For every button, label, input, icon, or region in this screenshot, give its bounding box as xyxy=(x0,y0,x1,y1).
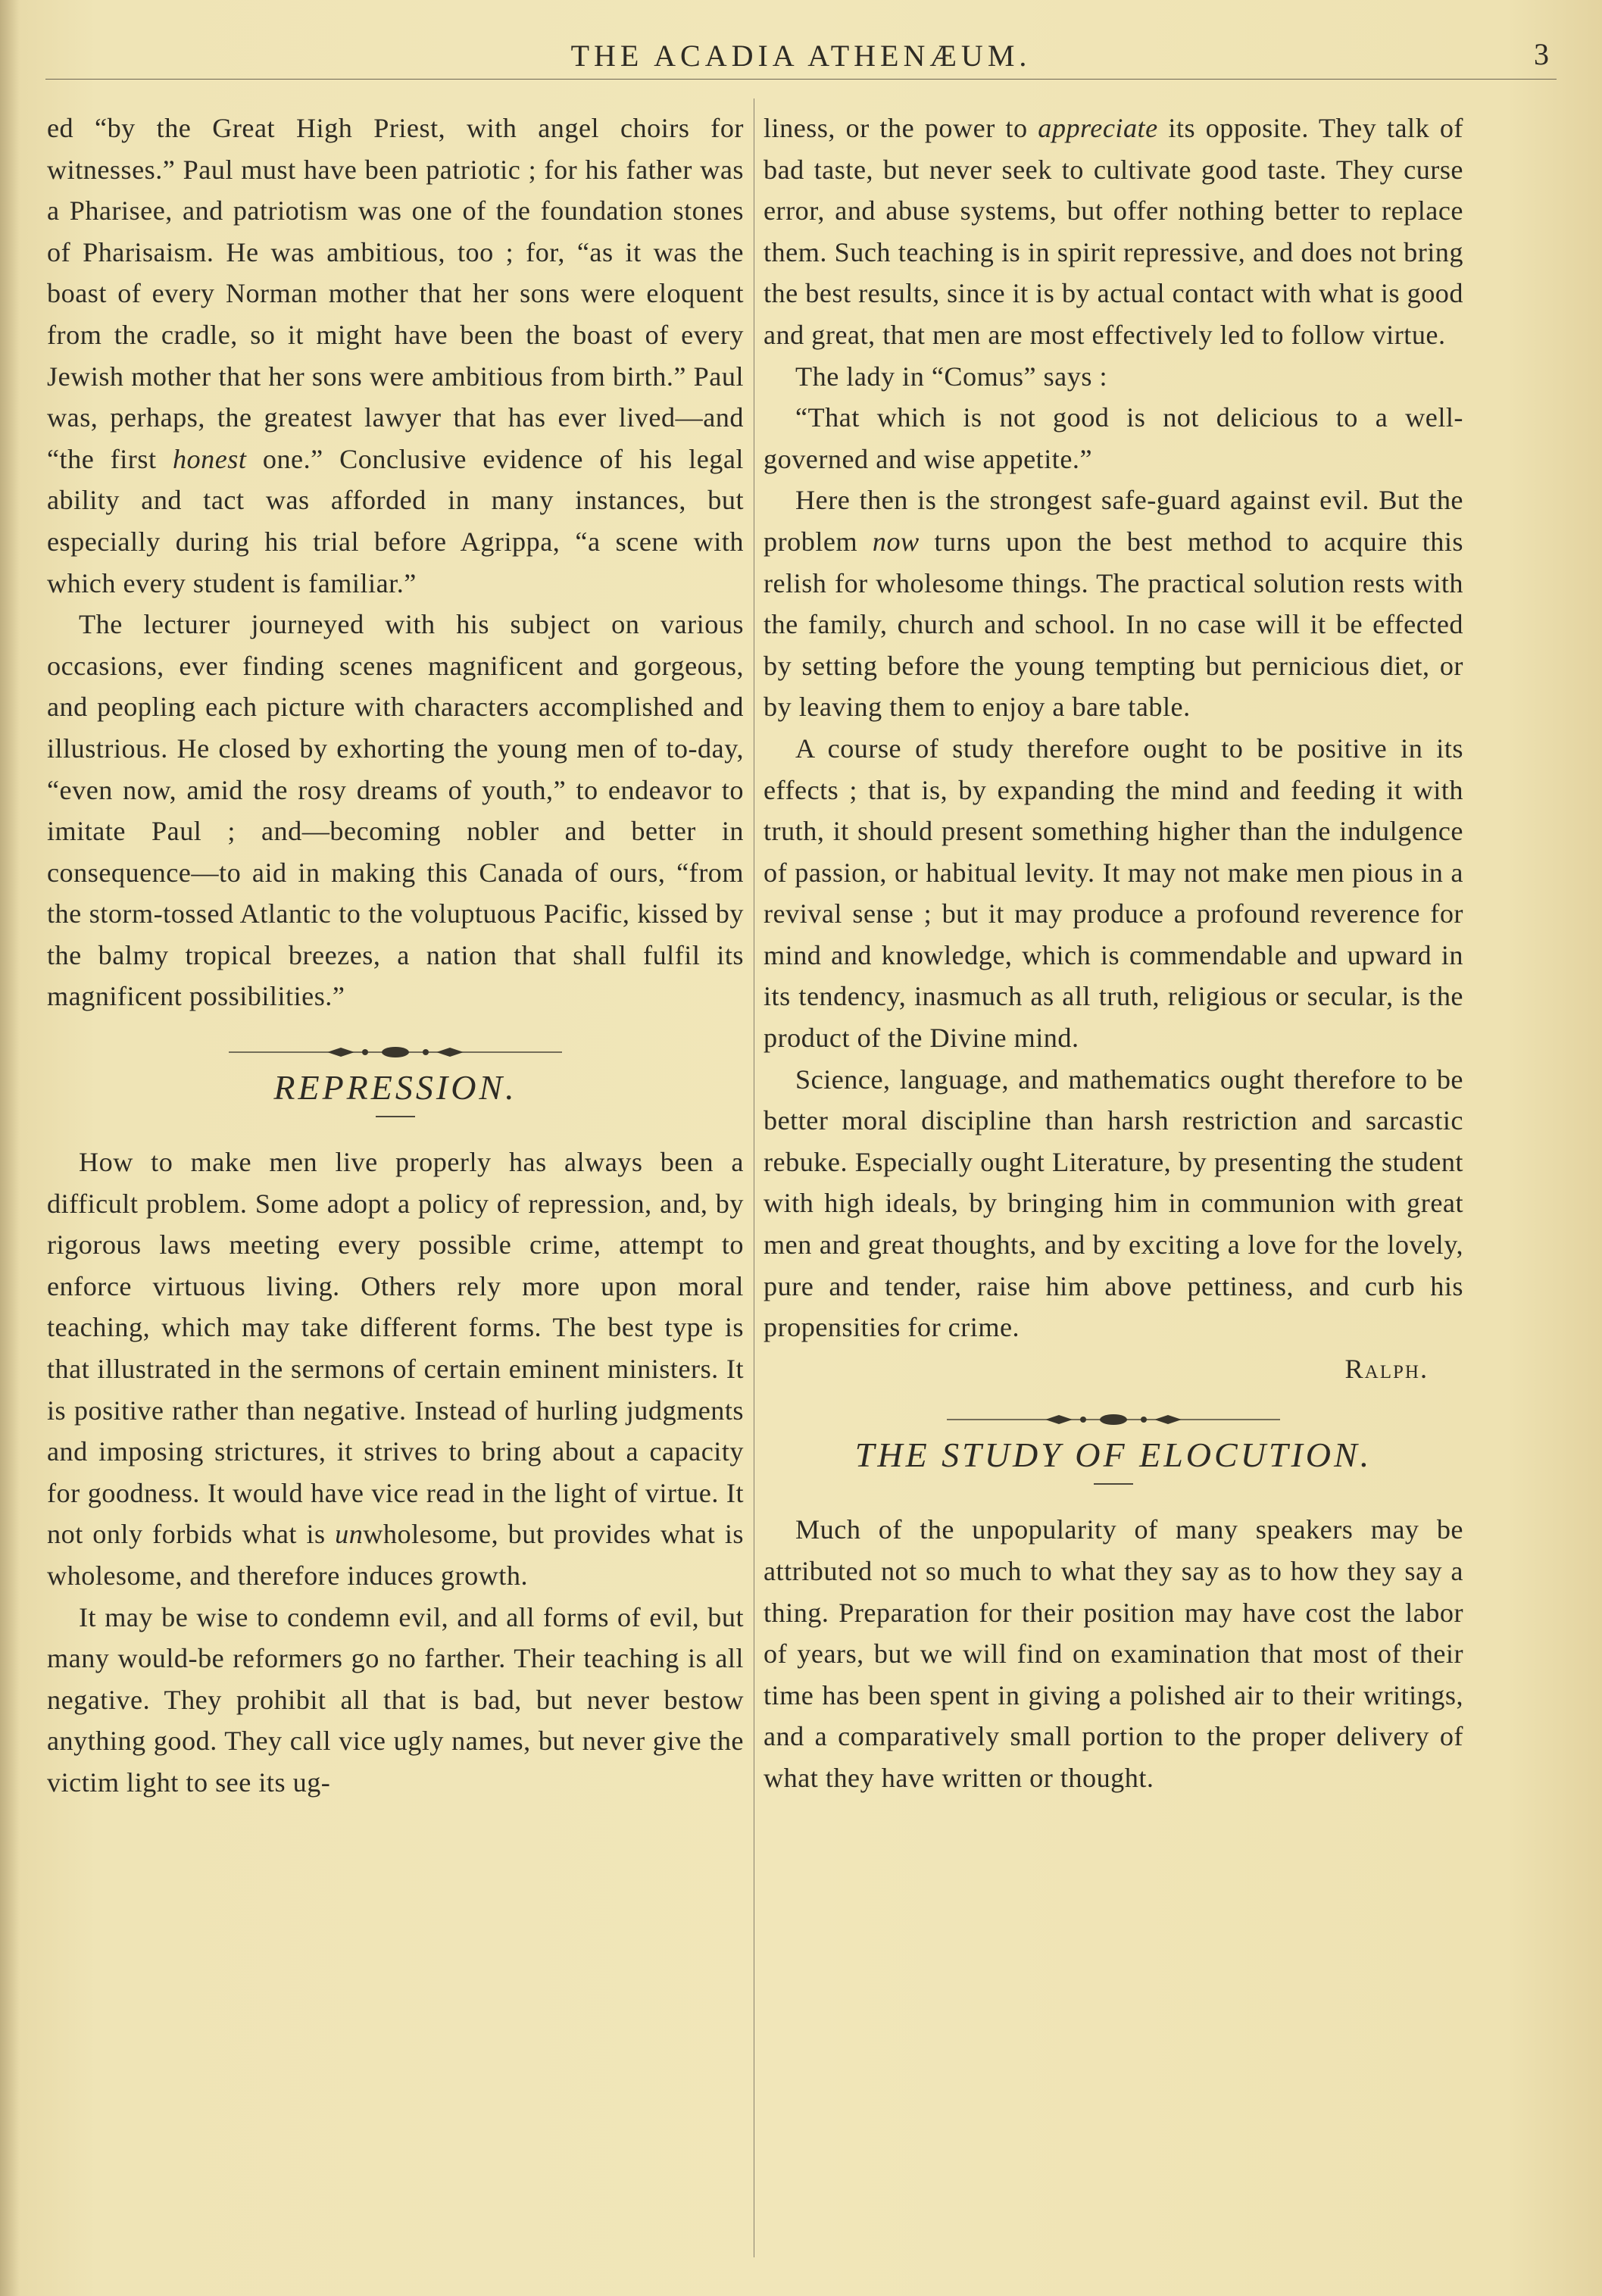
italic-text: un xyxy=(335,1519,364,1550)
paragraph xyxy=(764,108,1463,356)
paragraph xyxy=(47,108,744,604)
italic-text: now xyxy=(872,526,920,557)
section-heading: THE STUDY OF ELOCUTION. xyxy=(854,1435,1372,1475)
italic-text: appreciate xyxy=(1038,113,1158,143)
heading-rule xyxy=(1094,1483,1133,1485)
italic-text: honest xyxy=(172,443,247,474)
text-run: turns upon the best method to acquire this relish for wholesome things. The practical solution rests with the family, church and school. In no case will it be effected by setting before the young tempting but pernicious diet, or by leaving them to enjoy a bare table. xyxy=(764,526,1463,723)
paragraph: Much of the unpopularity of many speakers may be attributed not so much to what they say as to how they say a thing. Preparation for their position may have cost the labor of years, but we will find on examination that most of their time has been spent in giving a polished air to their writings, and a comparatively small portion to the proper delivery of what they have written or thought. xyxy=(764,1514,1463,1793)
text-run: liness, or the power to xyxy=(764,113,1038,143)
text-run: How to make men live properly has always been a difficult problem. Some adopt a policy of repression, and, by rigorous laws meeting every possible crime, attempt to enforce virtuous living. Others rely more upon moral teaching, which may take different forms. The best type is that illustrated in the sermons of certain eminent ministers. It is positive rather than negative. Instead of hurling judgments and imposing strictures, it strives to bring about a capacity for goodness. It would have vice read in the light of virtue. It not only forbids what is xyxy=(47,1147,744,1550)
text-run: ed “by the Great High Priest, with angel choirs for witnesses.” Paul must have been patriotic ; for his father was a Pharisee, and patriotism was one of the foundation stones of Pharisaism. He was ambitious, too ; for, “as it was the boast of every Norman mother that her sons were eloquent from the cradle, so it might have been the boast of every Jewish mother that her sons were ambitious from birth.” Paul was, perhaps, the greatest lawyer that has ever lived—and “the first xyxy=(47,113,744,474)
ornamental-divider xyxy=(764,1400,1463,1420)
page-edge-shadow xyxy=(0,0,20,2296)
ornament-icon xyxy=(932,1410,1295,1429)
section-heading: REPRESSION. xyxy=(273,1068,517,1107)
running-header xyxy=(45,33,1557,80)
paragraph: Science, language, and mathematics ought therefore to be better moral discipline than harsh restriction and sarcastic rebuke. Especially ought Literature, by presenting the student with high ideals, by bringing him in communion with great men and great thoughts, and by exciting a love for the lovely, pure and tender, raise him above pettiness, and curb his propensities for crime. xyxy=(764,1064,1463,1343)
paragraph: The lady in “Comus” says : xyxy=(795,361,1107,392)
text-run: its opposite. They talk of bad taste, but never seek to cultivate good taste. They curse error, and abuse systems, but offer nothing better to replace them. Such teaching is in spirit repressive, and does not bring the best results, since it is by actual contact with what is good and great, that men are most effectively led to follow virtue. xyxy=(764,113,1463,350)
text-run: wholesome, but provides what is wholesome, and therefore induces growth. xyxy=(47,1519,745,1591)
journal-title: THE ACADIA ATHENÆUM. xyxy=(570,39,1032,73)
author-signature: Ralph. xyxy=(1344,1353,1429,1384)
ornamental-divider xyxy=(47,1032,744,1052)
heading-rule xyxy=(376,1116,415,1117)
paragraph: The lecturer journeyed with his subject on various occasions, ever finding scenes magnificent and gorgeous, and peopling each picture with characters accomplished and illustrious. He closed by exhorting the young men of to-day, “even now, amid the rosy dreams of youth,” to endeavor to imitate Paul ; and—becoming nobler and better in consequence—to aid in making this Canada of ours, “from the storm-tossed Atlantic to the voluptuous Pacific, kissed by the balmy tropical breezes, a nation that shall fulfil its magnificent possibilities.” xyxy=(47,609,744,1012)
right-column xyxy=(764,108,1463,2266)
left-column xyxy=(47,108,744,2266)
paragraph xyxy=(764,480,1463,728)
paragraph xyxy=(47,1142,744,1597)
quotation: “That which is not good is not delicious to a well-governed and wise appetite.” xyxy=(764,402,1463,474)
text-run: one.” Conclusive evidence of his legal ability and tact was afforded in many instances, but especially during his trial before Agrippa, “a scene with which every student is familiar.” xyxy=(47,443,744,598)
text-run: Here then is the strongest safe-guard against evil. But the problem xyxy=(764,485,1463,557)
page-number: 3 xyxy=(1534,37,1549,71)
ornament-icon xyxy=(214,1042,577,1062)
paragraph: It may be wise to condemn evil, and all forms of evil, but many would-be reformers go no farther. Their teaching is all negative. They prohibit all that is bad, but never bestow anything good. They call vice ugly names, but never give the victim light to see its ug- xyxy=(47,1601,744,1798)
paragraph: A course of study therefore ought to be positive in its effects ; that is, by expanding the mind and feeding it with truth, it should present something higher than the indulgence of passion, or habitual levity. It may not make men pious in a revival sense ; but it may produce a profound reverence for mind and knowledge, which is commendable and upward in its tendency, inasmuch as all truth, religious or secular, is the product of the Divine mind. xyxy=(764,733,1463,1054)
